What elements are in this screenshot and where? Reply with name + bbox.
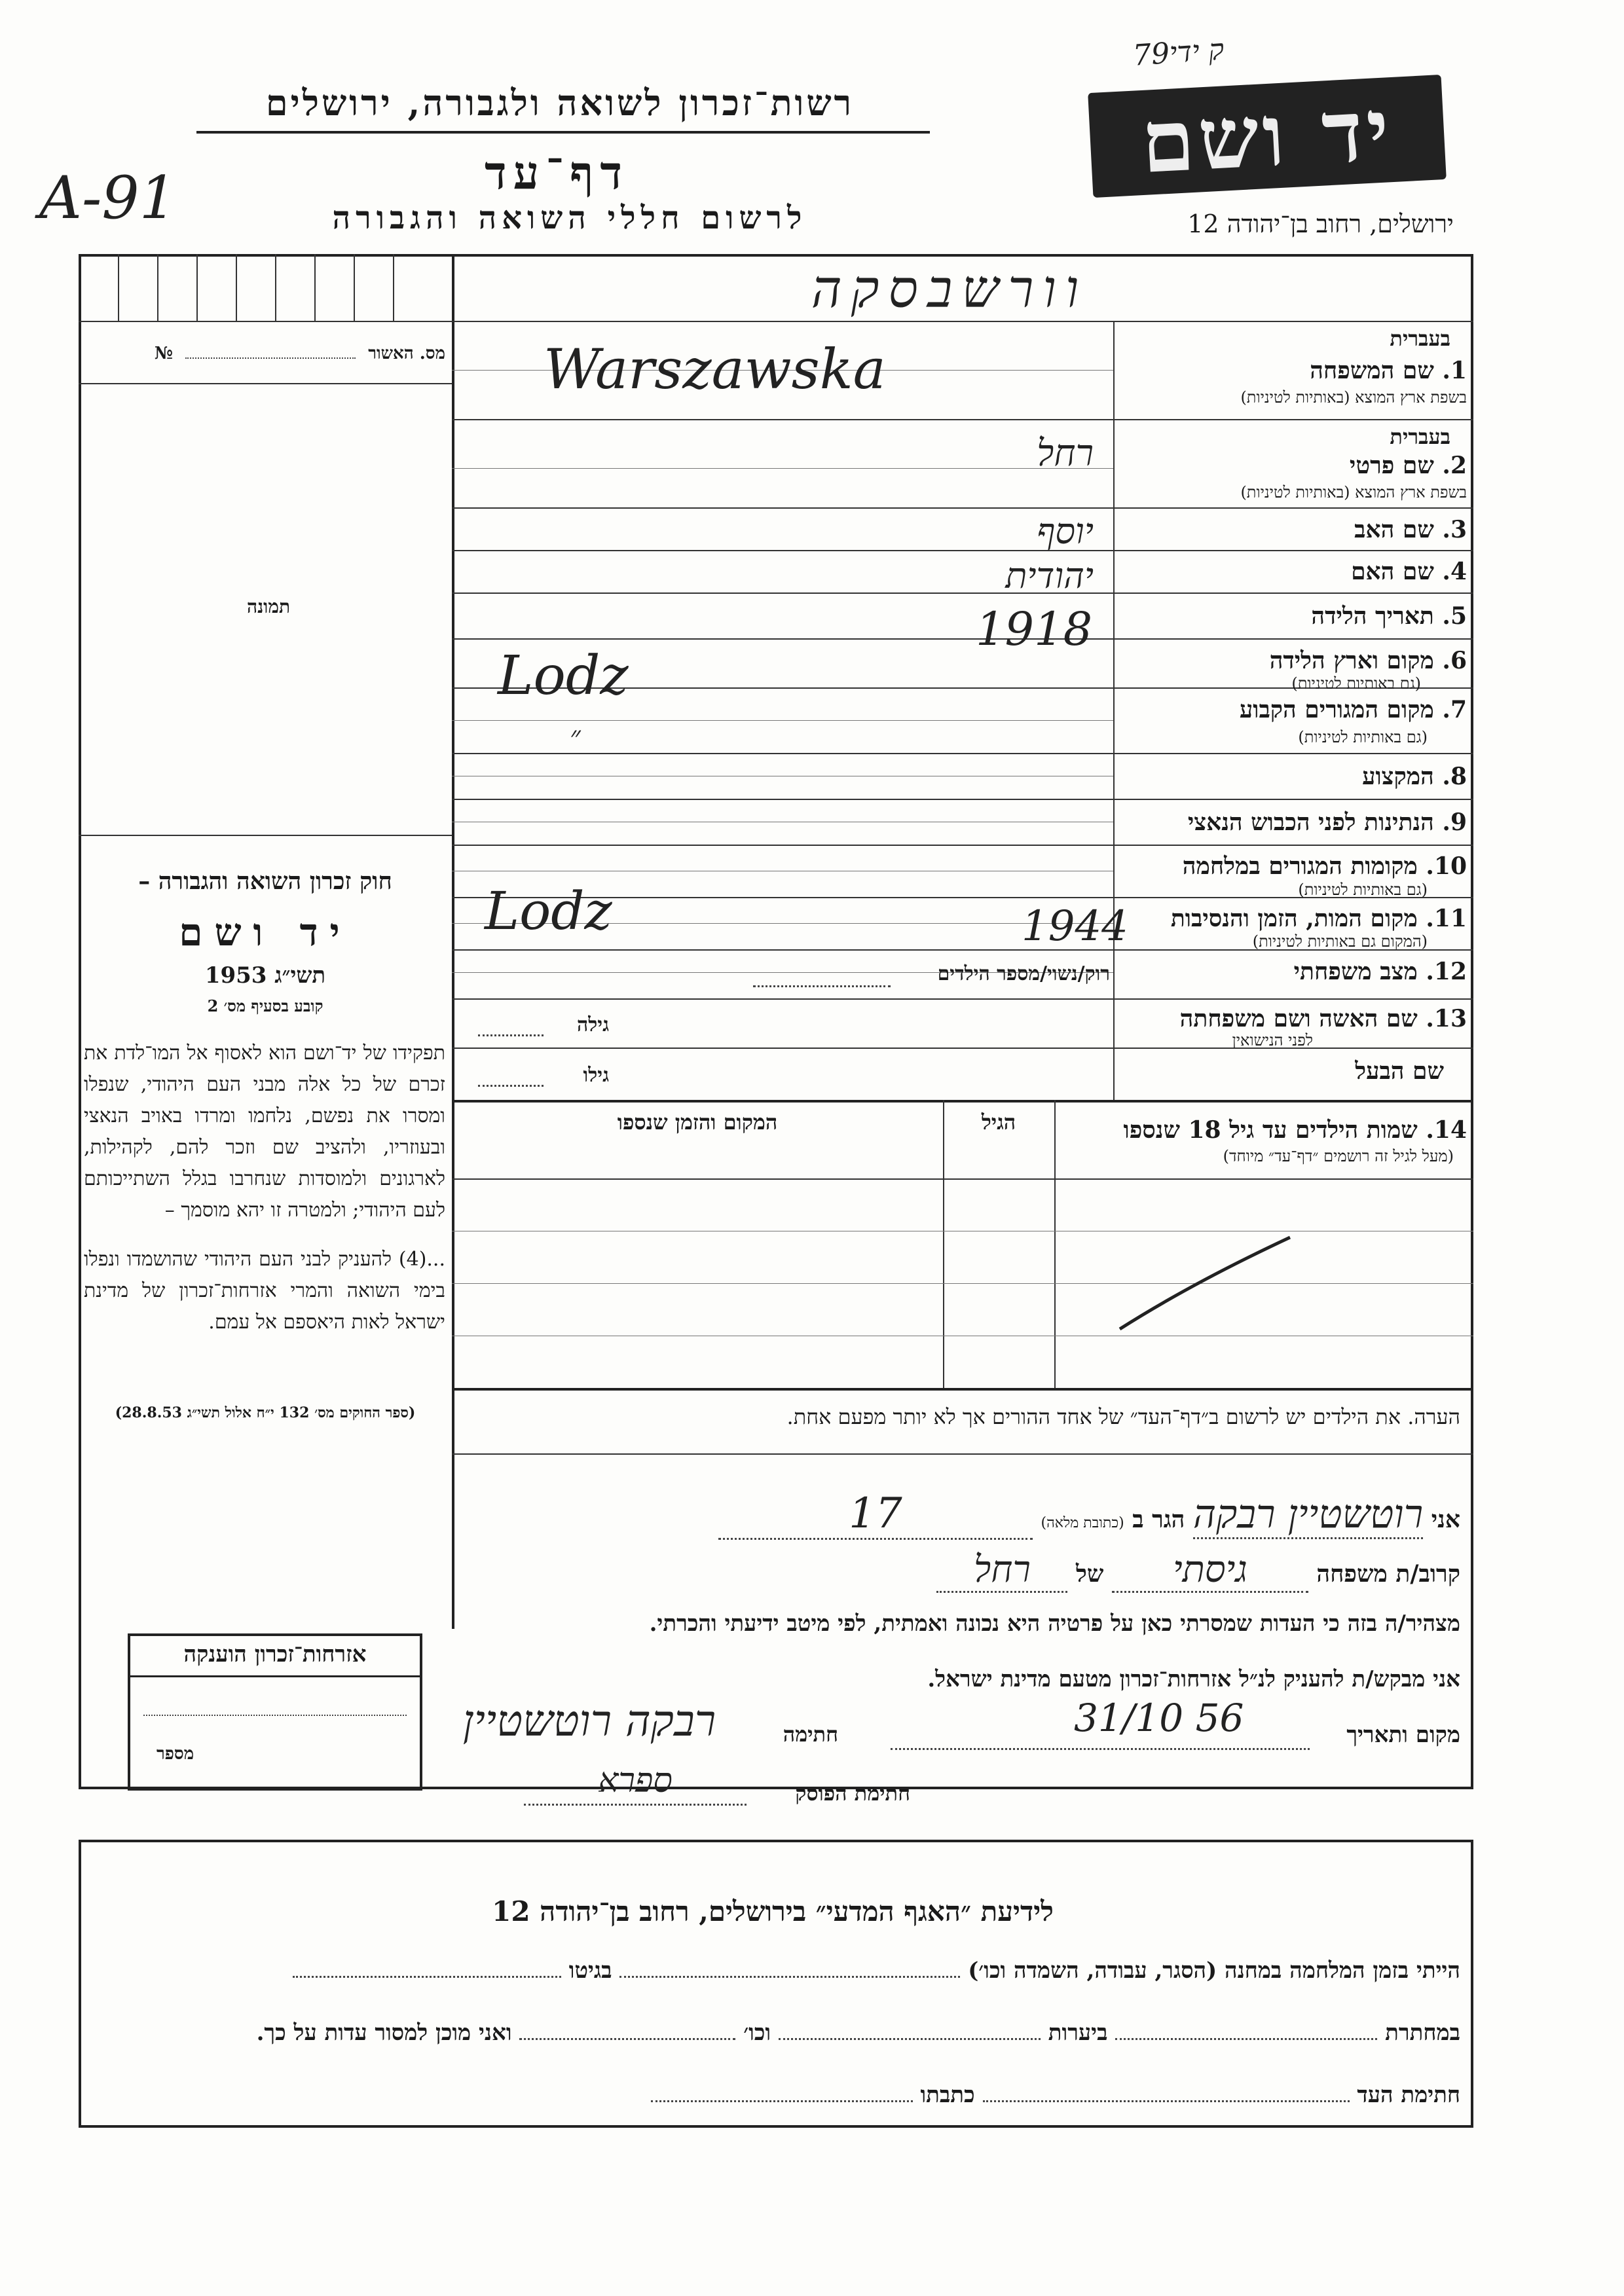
field-2-lang: בעברית <box>1390 424 1450 449</box>
field-12-label: 12. מצב משפחתי <box>1293 958 1467 985</box>
children-sub: (מעל לגיל זה רושמים ״דף־עד״ מיוחד) <box>1223 1147 1454 1165</box>
citizenship-title: אזרחות־זכרון הוענקה <box>130 1636 420 1677</box>
citizenship-number-label: מספר <box>157 1744 194 1764</box>
children-strike-line <box>1113 1231 1297 1336</box>
husband-label: שם הבעל <box>1355 1057 1444 1085</box>
field-2-num: 2. <box>1442 452 1467 479</box>
field-13-sub: לפני הנישואין <box>1232 1031 1313 1049</box>
war-residence: Lodz <box>485 881 612 941</box>
archive-stamp: 79ק ידי <box>1132 33 1225 73</box>
place-date-label: מקום ותאריך <box>1346 1722 1460 1748</box>
mother-name: יהודית <box>1005 555 1094 596</box>
death-year: 1944 <box>1022 902 1128 951</box>
archive-mark: A-91 <box>39 164 177 232</box>
first-name: רחל <box>1037 432 1094 475</box>
marital-extra: רוק/נשוי/מספר הילדים <box>937 962 1110 985</box>
field-5-label: 5. תאריך הלידה <box>1311 602 1467 630</box>
field-6-label: 6. מקום וארץ הלידה <box>1269 647 1467 674</box>
approval-row <box>85 344 445 363</box>
relation-of: רחל <box>936 1548 1067 1593</box>
family-name-hebrew: וורשבסקה <box>811 259 1088 319</box>
children-col-age: הגיל <box>981 1110 1016 1135</box>
field-11-label: 11. מקום המות, הזמן והנסיבות <box>1170 905 1467 932</box>
field-2-text: שם פרטי <box>1349 452 1434 479</box>
footer-header: לידיעת ״האגף המדעי״ בירושלים, רחוב בן־יהודה 12 <box>492 1895 1054 1927</box>
field-11-sub: (המקום גם באותיות לטיניות) <box>1252 932 1428 951</box>
form-subtitle: לרשום חללי השואה והגבורה <box>332 200 807 236</box>
field-10-sub: (גם באותיות לטיניות) <box>1298 881 1428 899</box>
field-10-label: 10. מקומות המגורים במלחמה <box>1182 852 1467 880</box>
signature-label: חתימה <box>783 1722 838 1747</box>
birth-year: 1918 <box>976 602 1093 656</box>
law-reference: (ספר החוקים מס׳ 132 י״ח אלול תשי״ג 28.8.53) <box>115 1404 416 1421</box>
law-title: חוק זכרון השואה והגבורה – <box>138 867 392 895</box>
declaration-line2: קרוב/ת משפחה גיסתי של רחל <box>458 1548 1460 1593</box>
photo-label: תמונה <box>246 596 291 617</box>
field-9-label: 9. הנתינות לפני הכבוש הנאצי <box>1187 809 1467 836</box>
children-label: 14. שמות הילדים עד גיל 18 שנספו <box>1123 1116 1467 1144</box>
field-2-sub: בשפת ארץ המוצא (באותיות לטיניות) <box>1240 483 1467 501</box>
field-7-sub: (גם באותיות לטיניות) <box>1298 728 1428 746</box>
residence-ditto: ״ <box>570 720 581 754</box>
children-col-place: המקום והזמן שנספו <box>617 1110 778 1135</box>
field-1-text: שם המשפחה <box>1310 357 1434 384</box>
field-1-sub: בשפת ארץ המוצא (באותיות לטיניות) <box>1240 388 1467 407</box>
field-1-label <box>1310 357 1467 384</box>
law-year: תשי״ג 1953 <box>204 962 326 989</box>
field-1-num: 1. <box>1442 357 1467 384</box>
official-signature-label: חתימת הפוסק <box>795 1781 910 1806</box>
field-8-label: 8. המקצוע <box>1362 763 1467 790</box>
official-signature-value: ספרא <box>598 1761 673 1800</box>
field-13-label: 13. שם האשה ושם משפחתה <box>1179 1005 1467 1032</box>
birth-place: Lodz <box>498 645 629 707</box>
declaration-statement-1: מצהיר/ה בזה כי העדות שמסרתי כאן על פרטיה היא נכונה ואמתית, לפי מיטב ידיעתי והכרתי. <box>649 1611 1460 1637</box>
law-text-2: ...(4) להעניק לבני העם היהודי שהושמדו ונפלו בימי השואה והמרי אזרחות־זכרון של מדינת ישראל לאות היאספם אל עמם. <box>84 1248 445 1334</box>
field-3-label: 3. שם האב <box>1354 516 1467 543</box>
declaration-statement-2: אני מבקש/ת להעניק לנ״ל אזרחות־זכרון מטעם מדינת ישראל. <box>927 1666 1460 1692</box>
declaration-line1: אני רוטשטיין רבקה הגר ב (כתובת מלאה) 17 <box>458 1489 1460 1540</box>
husband-age-label: גילו <box>583 1064 609 1087</box>
law-name: יד ושם <box>179 910 352 955</box>
citizenship-box <box>128 1633 422 1791</box>
family-name-latin: Warszawska <box>544 337 886 401</box>
field-4-label: 4. שם האם <box>1351 558 1467 585</box>
footer-line-3: חתימת העד כתבתו <box>92 2082 1460 2108</box>
yad-vashem-logo: יד ושם <box>1088 75 1447 198</box>
place-date-value: 31/10 56 <box>1074 1696 1244 1740</box>
authority-name: רשות־זכרון לשואה ולגבורה, ירושלים <box>265 82 855 124</box>
form-title: דף־עד <box>484 145 629 200</box>
approval-label: מס. האשור <box>368 344 445 363</box>
field-1-lang: בעברית <box>1390 326 1450 351</box>
field-6-sub: (גם באותיות לטיניות) <box>1291 674 1421 693</box>
footer-line-2: במחתרת ביערות וכו׳ ואני מוכן למסור עדות על כך. <box>256 2020 1460 2046</box>
relation: גיסתי <box>1112 1548 1308 1593</box>
footer-line-1: הייתי בזמן המלחמה במחנה (הסגר, עבודה, השמדה וכו׳) בגיטו <box>92 1958 1460 1984</box>
wife-age-label: גילה <box>576 1013 609 1036</box>
declarant-address: 17 <box>718 1489 1033 1540</box>
law-text: תפקידו של יד־ושם הוא לאסוף אל המו־לדת את זכרם של כל אלה מבני העם היהודי, שנפלו ומסרו את נפשם, נלחמו ומרדו באויב הנאצי ובעוזריו, ולהציב שם וזכר להם, לקהילות, לארגונים ולמוסדות שנחרבו בגלל השתייכותם לעם היהודי; ולמטרה זו יהא מוסמך – <box>84 1042 445 1222</box>
declarant-name: רוטשטיין רבקה <box>1193 1491 1423 1539</box>
signature-value: רבקה רוטשטיין <box>462 1696 716 1746</box>
approval-no-symbol: № <box>154 344 174 363</box>
address: ירושלים, רחוב בן־יהודה 12 <box>1187 210 1454 238</box>
field-2-label <box>1350 452 1467 479</box>
law-clause: קובע בסעיף מס׳ 2 <box>207 996 323 1015</box>
note: הערה. את הילדים יש לרשום ב״דף־העד״ של אחד ההורים אך לא יותר מפעם אחת. <box>786 1404 1460 1429</box>
field-7-label: 7. מקום המגורים הקבוע <box>1239 696 1467 723</box>
father-name: יוסף <box>1037 511 1094 552</box>
